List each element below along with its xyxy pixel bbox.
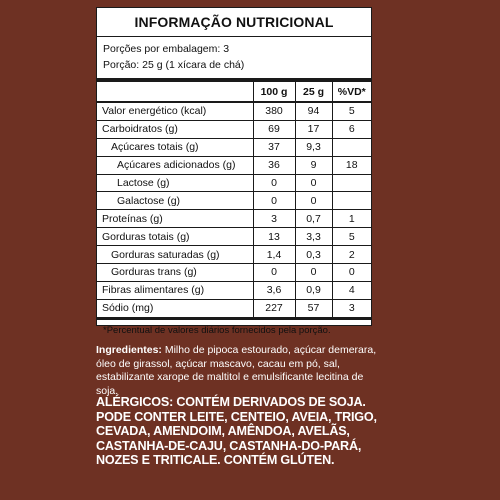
row-value-100g: 1,4 <box>253 246 295 264</box>
row-value-100g: 36 <box>253 156 295 174</box>
row-value-vd <box>332 192 371 210</box>
row-value-100g: 69 <box>253 120 295 138</box>
row-value-vd <box>332 174 371 192</box>
row-label: Gorduras saturadas (g) <box>97 246 253 264</box>
nutrition-table <box>97 82 371 318</box>
footnote: *Percentual de valores diários fornecidos pela porção. <box>97 318 371 341</box>
row-value-vd: 18 <box>332 156 371 174</box>
portion-size: Porção: 25 g (1 xícara de chá) <box>103 59 245 71</box>
row-value-100g: 3 <box>253 210 295 228</box>
table-row <box>97 210 371 228</box>
row-value-vd: 5 <box>332 102 371 120</box>
header-label <box>97 82 253 102</box>
row-label: Galactose (g) <box>97 192 253 210</box>
row-value-vd: 0 <box>332 264 371 282</box>
table-row <box>97 102 371 120</box>
row-value-25g: 94 <box>295 102 332 120</box>
table-row <box>97 264 371 282</box>
ingredients <box>96 344 380 398</box>
row-label: Carboidratos (g) <box>97 120 253 138</box>
row-value-vd: 2 <box>332 246 371 264</box>
ingredients-label: Ingredientes: <box>96 344 162 356</box>
row-value-100g: 13 <box>253 228 295 246</box>
header-25g: 25 g <box>295 82 332 102</box>
table-row <box>97 228 371 246</box>
row-label: Proteínas (g) <box>97 210 253 228</box>
row-value-100g: 0 <box>253 174 295 192</box>
table-row <box>97 156 371 174</box>
portions-per-pack: Porções por embalagem: 3 <box>103 43 230 55</box>
header-vd: %VD* <box>332 82 371 102</box>
table-row <box>97 174 371 192</box>
row-value-25g: 0,3 <box>295 246 332 264</box>
row-value-25g: 0 <box>295 192 332 210</box>
row-value-25g: 17 <box>295 120 332 138</box>
row-label: Fibras alimentares (g) <box>97 281 253 299</box>
row-label: Sódio (mg) <box>97 299 253 317</box>
row-value-100g: 0 <box>253 192 295 210</box>
row-value-100g: 37 <box>253 138 295 156</box>
table-row <box>97 246 371 264</box>
nutrition-facts-panel <box>96 7 372 336</box>
row-label: Açúcares adicionados (g) <box>97 156 253 174</box>
row-value-100g: 0 <box>253 264 295 282</box>
table-row <box>97 192 371 210</box>
row-value-vd: 4 <box>332 281 371 299</box>
row-value-25g: 0,9 <box>295 281 332 299</box>
row-value-25g: 0 <box>295 264 332 282</box>
row-value-25g: 9,3 <box>295 138 332 156</box>
table-row <box>97 120 371 138</box>
table-row <box>97 281 371 299</box>
row-value-100g: 227 <box>253 299 295 317</box>
row-value-vd <box>332 138 371 156</box>
row-label: Valor energético (kcal) <box>97 102 253 120</box>
row-value-25g: 3,3 <box>295 228 332 246</box>
row-value-25g: 0,7 <box>295 210 332 228</box>
row-label: Açúcares totais (g) <box>97 138 253 156</box>
row-value-100g: 380 <box>253 102 295 120</box>
row-value-vd: 1 <box>332 210 371 228</box>
portion-info <box>97 37 371 82</box>
row-value-25g: 57 <box>295 299 332 317</box>
row-value-25g: 0 <box>295 174 332 192</box>
table-row <box>97 138 371 156</box>
row-value-vd: 3 <box>332 299 371 317</box>
row-label: Gorduras trans (g) <box>97 264 253 282</box>
row-value-100g: 3,6 <box>253 281 295 299</box>
row-label: Lactose (g) <box>97 174 253 192</box>
header-100g: 100 g <box>253 82 295 102</box>
row-value-vd: 6 <box>332 120 371 138</box>
ingredients-text: Milho de pipoca estourado, açúcar demerara, óleo de girassol, açúcar mascavo, cacau em pó, sal, estabilizante xarope de maltitol e emulsificante lecitina de soja. <box>96 344 377 397</box>
table-header <box>97 82 371 102</box>
row-value-25g: 9 <box>295 156 332 174</box>
row-label: Gorduras totais (g) <box>97 228 253 246</box>
allergens-warning: ALÉRGICOS: CONTÉM DERIVADOS DE SOJA. PODE CONTER LEITE, CENTEIO, AVEIA, TRIGO, CEVADA, AMENDOIM, AMÊNDOA, AVELÃS, CASTANHA-DE-CAJU, CASTANHA-DO-PARÁ, NOZES E TRITICALE. CONTÉM GLÚTEN. <box>96 395 377 467</box>
row-value-vd: 5 <box>332 228 371 246</box>
panel-title: INFORMAÇÃO NUTRICIONAL <box>97 8 371 37</box>
table-row <box>97 299 371 317</box>
